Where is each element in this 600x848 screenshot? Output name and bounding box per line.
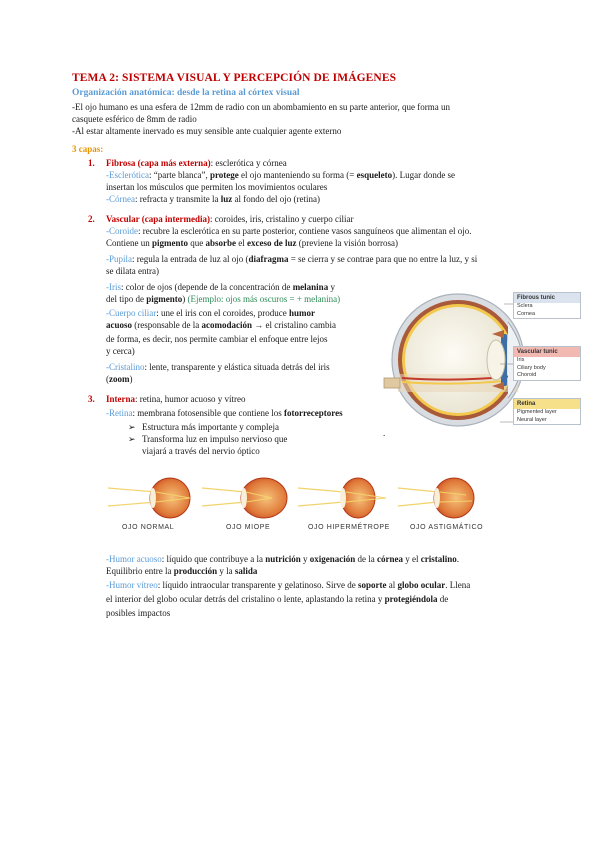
esclerotica-line-2: insertan los músculos que permiten los movimientos oculares [106, 182, 328, 192]
text: y [300, 554, 310, 564]
layer-name: Vascular (capa intermedia) [106, 214, 210, 224]
ciliar-line-2 [106, 320, 336, 331]
term-label: -Cuerpo ciliar [106, 308, 157, 318]
text: . Llena [445, 580, 471, 590]
bold-text: salida [234, 566, 258, 576]
humor-vitreo-line-2 [106, 594, 448, 605]
text: ). Lugar donde se [392, 170, 456, 180]
cristalino-line [106, 362, 330, 373]
term-label: -Coroide [106, 226, 138, 236]
text: : “parte blanca”, [148, 170, 210, 180]
page-title: TEMA 2: SISTEMA VISUAL Y PERCEPCIÓN DE IMÁGENES [72, 72, 397, 84]
legend-vascular-tunic [513, 346, 581, 381]
humor-acuoso-line [106, 554, 459, 565]
bold-text: nutrición [265, 554, 301, 564]
pupila-line-2: se dilata entra) [106, 266, 159, 276]
layer-vascular-heading [88, 214, 353, 225]
bold-text: diafragma [248, 254, 289, 264]
text: Equilibrio entre la [106, 566, 174, 576]
bold-text: zoom [109, 374, 130, 384]
eye-miope-diagram [202, 478, 287, 518]
text: y el [403, 554, 421, 564]
bold-text: pigmento [152, 238, 188, 248]
section-subtitle: Organización anatómica: desde la retina al córtex visual [72, 88, 300, 98]
ciliar-line-3: de forma, es decir, nos permite cambiar el enfoque entre lejos [106, 334, 328, 344]
text: el ojo manteniendo su forma (= [238, 170, 357, 180]
text: de [437, 594, 449, 604]
term-label: -Córnea [106, 194, 135, 204]
legend-heading: Fibrous tunic [514, 293, 580, 303]
text: ( [106, 374, 109, 384]
text: → el cristalino cambia [252, 320, 336, 330]
coroide-line-2 [106, 238, 398, 249]
eye-astigmatico-diagram [398, 478, 474, 518]
text: y [328, 282, 335, 292]
text: : une el iris con el coroides, produce [156, 308, 289, 318]
legend-item: Sclera [517, 303, 533, 309]
text: el [236, 238, 248, 248]
iris-line-2 [106, 294, 340, 305]
humor-vitreo-line [106, 580, 470, 591]
iris-line [106, 282, 335, 293]
term-label: -Esclerótica [106, 170, 149, 180]
text: al [386, 580, 398, 590]
bold-text: soporte [357, 580, 387, 590]
list-number: 2. [88, 214, 95, 224]
bold-text: oxigenación [309, 554, 356, 564]
legend-item: Pigmented layer [517, 409, 557, 415]
text: Estructura más importante y compleja [142, 422, 279, 432]
layer-desc: : esclerótica y córnea [210, 158, 287, 168]
term-label: -Iris [106, 282, 121, 292]
text: del tipo de [106, 294, 147, 304]
text: = se cierra y se contrae para que no entre la luz, y si [288, 254, 478, 264]
example-text: (Ejemplo: ojos más oscuros = + melanina) [187, 294, 341, 304]
intro-line-3: -Al estar altamente inervado es muy sensible ante cualquier agente externo [72, 126, 342, 136]
bold-text: protege [209, 170, 239, 180]
layer-interna-heading [88, 394, 245, 405]
eye-hipermetrope-diagram [298, 478, 386, 518]
legend-item: Neural layer [517, 416, 547, 423]
layer-fibrosa-heading [88, 158, 287, 169]
eye-label-hipermetrope: OJO HIPERMÉTROPE [308, 524, 390, 531]
text: : refracta y transmite la [135, 194, 221, 204]
text: : líquido que contribuye a la [161, 554, 266, 564]
ciliar-line-4: y cerca) [106, 346, 135, 356]
text: Transforma luz en impulso nervioso que [142, 434, 288, 444]
legend-fibrous-tunic [513, 292, 581, 319]
legend-item: Iris [517, 357, 525, 363]
legend-item: Cornea [517, 310, 536, 317]
text: Contiene un [106, 238, 152, 248]
legend-heading: Retina [514, 399, 580, 409]
term-label: -Cristalino [106, 362, 145, 372]
bold-text: fotorreceptores [283, 408, 343, 418]
intro-line-2: casquete esférico de 8mm de radio [72, 114, 197, 124]
text: : regula la entrada de luz al ojo ( [132, 254, 249, 264]
bold-text: absorbe [205, 238, 237, 248]
cristalino-line-2 [106, 374, 133, 385]
text: (responsable de la [132, 320, 202, 330]
bold-text: acomodación [201, 320, 252, 330]
layer-desc: : coroides, iris, cristalino y cuerpo ciliar [210, 214, 354, 224]
bold-text: protegiéndola [384, 594, 438, 604]
bold-text: exceso de luz [247, 238, 297, 248]
text: el interior del globo ocular detrás del cristalino o lente, aplastando la retina y [106, 594, 385, 604]
text: : membrana fotosensible que contiene los [132, 408, 284, 418]
bold-text: luz [220, 194, 233, 204]
term-label: -Pupila [106, 254, 132, 264]
bold-text: cristalino [420, 554, 457, 564]
cornea-line [106, 194, 320, 205]
capas-label: 3 capas: [72, 144, 104, 154]
humor-vitreo-line-3: posibles impactos [106, 608, 171, 618]
bold-text: acuoso [106, 320, 133, 330]
term-label: -Humor acuoso [106, 554, 162, 564]
layer-name: Interna [106, 394, 135, 404]
bullet-arrow-icon: ➢ [128, 434, 136, 444]
text: que [188, 238, 206, 248]
bold-text: producción [173, 566, 218, 576]
bullet-arrow-icon: ➢ [128, 422, 136, 432]
text: . [456, 554, 460, 564]
bold-text: córnea [377, 554, 404, 564]
esclerotica-line [106, 170, 455, 181]
legend-retina [513, 398, 581, 425]
eye-label-normal: OJO NORMAL [122, 524, 175, 531]
ciliar-line [106, 308, 315, 319]
text: : líquido intraocular transparente y gelatinoso. Sirve de [157, 580, 358, 590]
text: al fondo del ojo (retina) [232, 194, 320, 204]
legend-heading: Vascular tunic [514, 347, 580, 357]
text: : recubre la esclerótica en su parte posterior, contiene vasos sanguíneos que alimentan el ojo. [138, 226, 472, 236]
legend-item: Choroid [517, 372, 537, 378]
bold-text: globo ocular [397, 580, 446, 590]
bold-text: esqueleto [356, 170, 393, 180]
retina-line [106, 408, 343, 419]
bold-text: pigmento [146, 294, 183, 304]
retina-bullet-1 [128, 422, 279, 433]
layer-name: Fibrosa (capa más externa) [106, 158, 211, 168]
retina-bullet-2-cont: viajará a través del nervio óptico [142, 446, 260, 456]
bold-text: melanina [292, 282, 329, 292]
eye-label-miope: OJO MIOPE [226, 524, 271, 531]
intro-line-1: -El ojo humano es una esfera de 12mm de radio con un abombamiento en su parte anterior, que forma un [72, 102, 451, 112]
term-label: -Humor vítreo [106, 580, 158, 590]
lens-shape [487, 340, 505, 380]
retina-bullet-2 [128, 434, 287, 445]
term-label: -Retina [106, 408, 133, 418]
pupila-line [106, 254, 477, 265]
text: : color de ojos (depende de la concentración de [121, 282, 293, 292]
text: : lente, transparente y elástica situada detrás del iris [144, 362, 330, 372]
text: de la [355, 554, 378, 564]
eye-normal-diagram [108, 478, 190, 518]
text: y la [217, 566, 235, 576]
text: ) [129, 374, 133, 384]
humor-acuoso-line-2 [106, 566, 257, 577]
list-number: 3. [88, 394, 95, 404]
text: (previene la visión borrosa) [296, 238, 398, 248]
bold-text: humor [288, 308, 315, 318]
text: ) [182, 294, 188, 304]
eye-label-astigmatico: OJO ASTIGMÁTICO [410, 524, 484, 531]
layer-desc: : retina, humor acuoso y vítreo [135, 394, 246, 404]
optic-nerve-shape [384, 378, 400, 388]
stray-dot: . [383, 428, 386, 438]
coroide-line [106, 226, 472, 237]
list-number: 1. [88, 158, 95, 168]
legend-item: Ciliary body [517, 364, 546, 371]
